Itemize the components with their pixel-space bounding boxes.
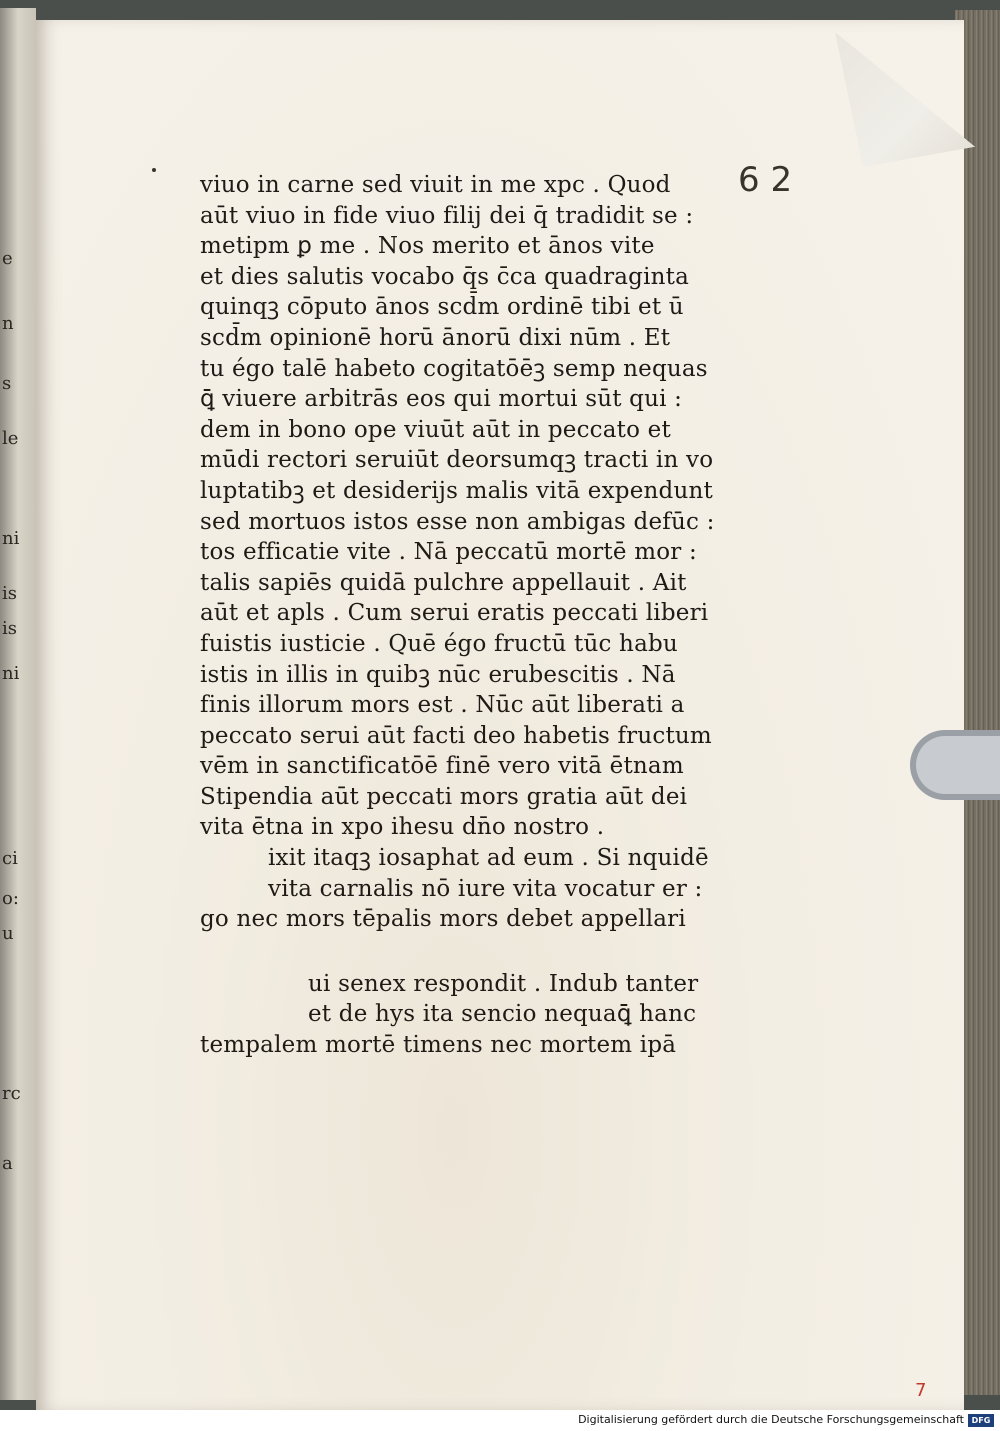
facing-page-fragment: e: [2, 248, 13, 269]
text-line: fuistis iusticie . Quē égo fructū tūc habu: [200, 630, 678, 657]
facing-page-fragment: is: [2, 583, 17, 604]
funding-credit: Digitalisierung gefördert durch die Deutsche Forschungsgemeinschaft: [578, 1413, 964, 1426]
text-line: et dies salutis vocabo q̄s c̄ca quadraginta: [200, 263, 690, 290]
facing-page-fragment: ni: [2, 663, 20, 684]
facing-page-fragment: ni: [2, 528, 20, 549]
corner-mark: 7: [915, 1380, 927, 1401]
text-line: istis in illis in quibꝫ nūc erubescitis . Nā: [200, 661, 676, 688]
text-line: luptatibꝫ et desiderijs malis vitā expendunt: [200, 477, 713, 504]
text-line: et de hys ita sencio nequaꝗ̄ hanc: [308, 1001, 697, 1028]
text-line: scd̄m opinionē horū ānorū dixi nūm . Et: [200, 324, 671, 351]
text-line: vēm in sanctificatōē finē vero vitā ētnam: [200, 753, 684, 780]
text-line: tu égo talē habeto cogitatōēꝫ semp nequas: [200, 355, 708, 382]
facing-page-fragment: is: [2, 618, 17, 639]
text-line: finis illorum mors est . Nūc aūt liberati a: [200, 692, 685, 719]
text-line: tos efficatie vite . Nā peccatū mortē mor :: [200, 539, 697, 566]
text-line: peccato serui aūt facti deo habetis fructum: [200, 722, 712, 749]
text-line: viuo in carne sed viuit in me xpc . Quod: [200, 172, 671, 198]
text-line: talis sapiēs quidā pulchre appellauit . Ait: [200, 569, 687, 596]
ink-dot: [152, 168, 156, 172]
incunable-text-block: [200, 170, 720, 1061]
text-line: quinqꝫ cōputo ānos scd̄m ordinē tibi et ū: [200, 294, 684, 321]
text-line: metipm ꝑ me . Nos merito et ānos vite: [200, 233, 655, 260]
text-line: tempalem mortē timens nec mortem ipā: [200, 1032, 677, 1059]
text-line: aūt et apls . Cum serui eratis peccati liberi: [200, 600, 709, 627]
facing-page-edge: [0, 8, 36, 1400]
text-line: Stipendia aūt peccati mors gratia aūt dei: [200, 783, 688, 810]
dfg-logo: DFG: [968, 1414, 994, 1427]
facing-page-fragment: n: [2, 313, 14, 334]
text-line: vita ētna in xpo ihesu dn̄o nostro .: [200, 814, 605, 841]
facing-page-fragment: o:: [2, 888, 19, 909]
facing-page-fragment: rc: [2, 1083, 21, 1104]
text-line: go nec mors tēpalis mors debet appellari: [200, 906, 686, 933]
text-line: mūdi rectori seruiūt deorsumqꝫ tracti in vo: [200, 447, 714, 474]
facing-page-fragment: a: [2, 1153, 13, 1174]
text-line: ixit itaqꝫ iosaphat ad eum . Si nquidē: [268, 845, 709, 872]
text-line: vita carnalis nō iure vita vocatur er :: [268, 875, 703, 902]
facing-page-fragment: s: [2, 373, 12, 394]
facing-page-fragment: ci: [2, 848, 18, 869]
folio-number: 6 2: [738, 160, 793, 200]
text-line: sed mortuos istos esse non ambigas defūc :: [200, 508, 715, 535]
text-line: dem in bono ope viuūt aūt in peccato et: [200, 416, 671, 443]
facing-page-fragment: u: [2, 923, 14, 944]
text-line: aūt viuo in fide viuo filij dei q̄ tradidit se :: [200, 202, 694, 229]
facing-page-fragment: le: [2, 428, 19, 449]
footer-bar: [0, 1410, 1000, 1431]
text-line: [200, 935, 720, 969]
text-line: ꝗ̄ viuere arbitrās eos qui mortui sūt qui :: [200, 386, 683, 413]
page-clip: [910, 730, 1000, 800]
text-line: ui senex respondit . Indub tanter: [308, 970, 699, 997]
